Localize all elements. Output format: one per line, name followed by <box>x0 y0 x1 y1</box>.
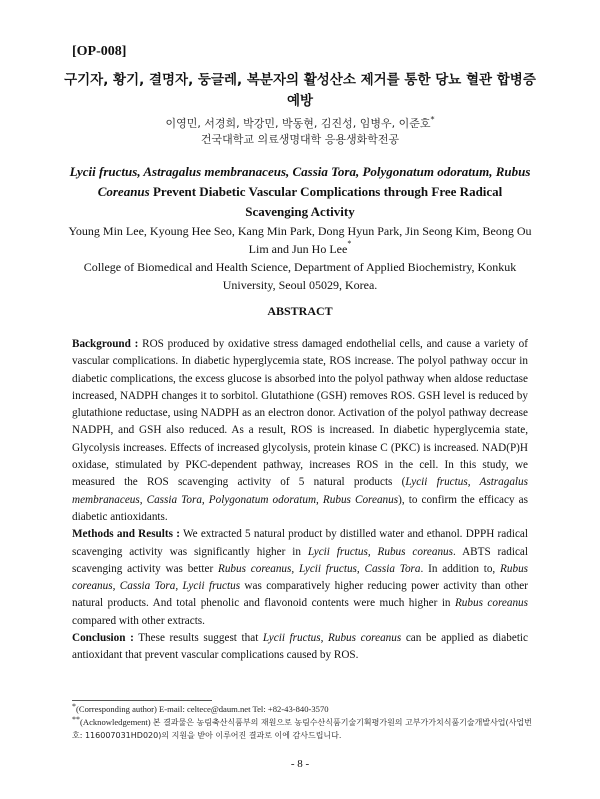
methods-species-4: Rubus coreanus <box>454 597 528 610</box>
acknowledgement-text: 본 결과물은 농림축산식품부의 재원으로 농림수산식품기술기획평가원의 고부가가치식품기술개발사업(사업번호: 116007031HD020)의 지원을 받아 이루어진 결과로 이에 감사드립니다. <box>72 718 532 740</box>
footnote-mark-2: ** <box>72 715 80 724</box>
background-species: Lycii fructus, Astragalus membranaceus, Cassia Tora, Polygonatum odoratum, Rubus Coreanus <box>72 476 528 506</box>
korean-authors <box>60 116 540 132</box>
abstract-methods <box>72 526 528 630</box>
abstract-conclusion <box>72 630 528 665</box>
conclusion-species: Lycii fructus, Rubus coreanus <box>262 632 402 645</box>
acknowledgement-label: (Acknowledgement) <box>80 717 153 727</box>
footnote-mark-1: * <box>72 702 76 711</box>
methods-text-4: was comparatively higher reducing power activity than other natural products. And total phenolic and flavonoid contents were much higher in <box>72 580 528 610</box>
footnote-divider <box>72 700 212 701</box>
background-text-end: ), to confirm the efficacy as diabetic antioxidants. <box>72 493 528 523</box>
methods-text-2: . ABTS radical scavenging activity was better <box>72 545 528 575</box>
conclusion-label: Conclusion : <box>72 632 134 645</box>
methods-species-3: Rubus coreanus, Cassia Tora, Lycii fructus <box>72 562 529 593</box>
english-corresponding-mark: * <box>347 239 352 248</box>
background-label: Background : <box>72 338 139 350</box>
english-title <box>66 162 534 222</box>
background-text: ROS produced by oxidative stress damaged endothelial cells, and cause a variety of vascular complications. In diabetic hyperglycemia state, ROS increase. The polyol pathway occur in diabetic complications, the excess glucose is absorbed into the polyol pathway when aldose reductase increased, NADPH changes it to sorbitol. Glutathione (GSH) removes ROS. GSH level is reduced by glutathione reductase, using NADPH as an electron donor. Activation of the polyol pathway decrease NADPH, and GSH also reduced. As a result, ROS is increased. In diabetic hyperglycemia state, Glycolysis increases. Effects of increased glycolysis, protein kinase C (PKC) is increased. NAD(P)H oxidase, stimulated by PKC-dependent pathway, increases ROS in the cell. In this study, we measured the ROS scavenging activity of 5 natural products ( <box>72 338 528 489</box>
korean-corresponding-mark: * <box>430 115 435 124</box>
korean-title: 구기자, 황기, 결명자, 둥글레, 복분자의 활성산소 제거를 통한 당뇨 혈관 합병증 예방 <box>64 72 536 109</box>
english-affiliation: College of Biomedical and Health Science, Department of Applied Biochemistry, Konkuk University, Seoul 05029, Korea. <box>83 260 517 292</box>
footnote-corresponding <box>72 703 542 716</box>
abstract-body <box>72 336 528 665</box>
footnotes <box>72 703 542 742</box>
english-title-species: Lycii fructus, Astragalus membranaceus, Cassia Tora, Polygonatum odoratum, Rubus Coreanus <box>69 164 531 199</box>
abstract-background <box>72 336 528 526</box>
page-number: - 8 - <box>290 758 310 770</box>
methods-text-3: . In addition to, <box>420 562 501 575</box>
methods-text-5: compared with other extracts. <box>72 614 205 627</box>
methods-label: Methods and Results : <box>72 528 180 541</box>
english-title-rest: Prevent Diabetic Vascular Complications through Free Radical Scavenging Activity <box>149 184 503 219</box>
abstract-heading: ABSTRACT <box>267 304 333 318</box>
footnote-acknowledgement <box>72 716 542 742</box>
corresponding-author-note: (Corresponding author) E-mail: celtece@daum.net Tel: +82-43-840-3570 <box>76 704 329 714</box>
conclusion-text: These results suggest that <box>133 632 263 645</box>
english-authors <box>66 222 534 258</box>
paper-code: [OP-008] <box>72 44 127 59</box>
korean-affiliation: 건국대학교 의료생명대학 응용생화학전공 <box>200 133 400 146</box>
conclusion-text-end: can be applied as diabetic antioxidant that prevent vascular complications caused by ROS. <box>72 632 528 662</box>
korean-author-list: 이영민, 서경희, 박강민, 박동현, 김진성, 임병우, 이준호 <box>165 117 431 130</box>
methods-species-1: Lycii fructus, Rubus coreanus <box>307 545 453 558</box>
methods-text: We extracted 5 natural product by distilled water and ethanol. DPPH radical scavenging activity was significantly higher in <box>72 528 528 558</box>
methods-species-2: Rubus coreanus, Lycii fructus, Cassia Tora <box>217 562 421 575</box>
english-author-list: Young Min Lee, Kyoung Hee Seo, Kang Min Park, Dong Hyun Park, Jin Seong Kim, Beong Ou Lim and Jun Ho Lee <box>68 224 532 256</box>
